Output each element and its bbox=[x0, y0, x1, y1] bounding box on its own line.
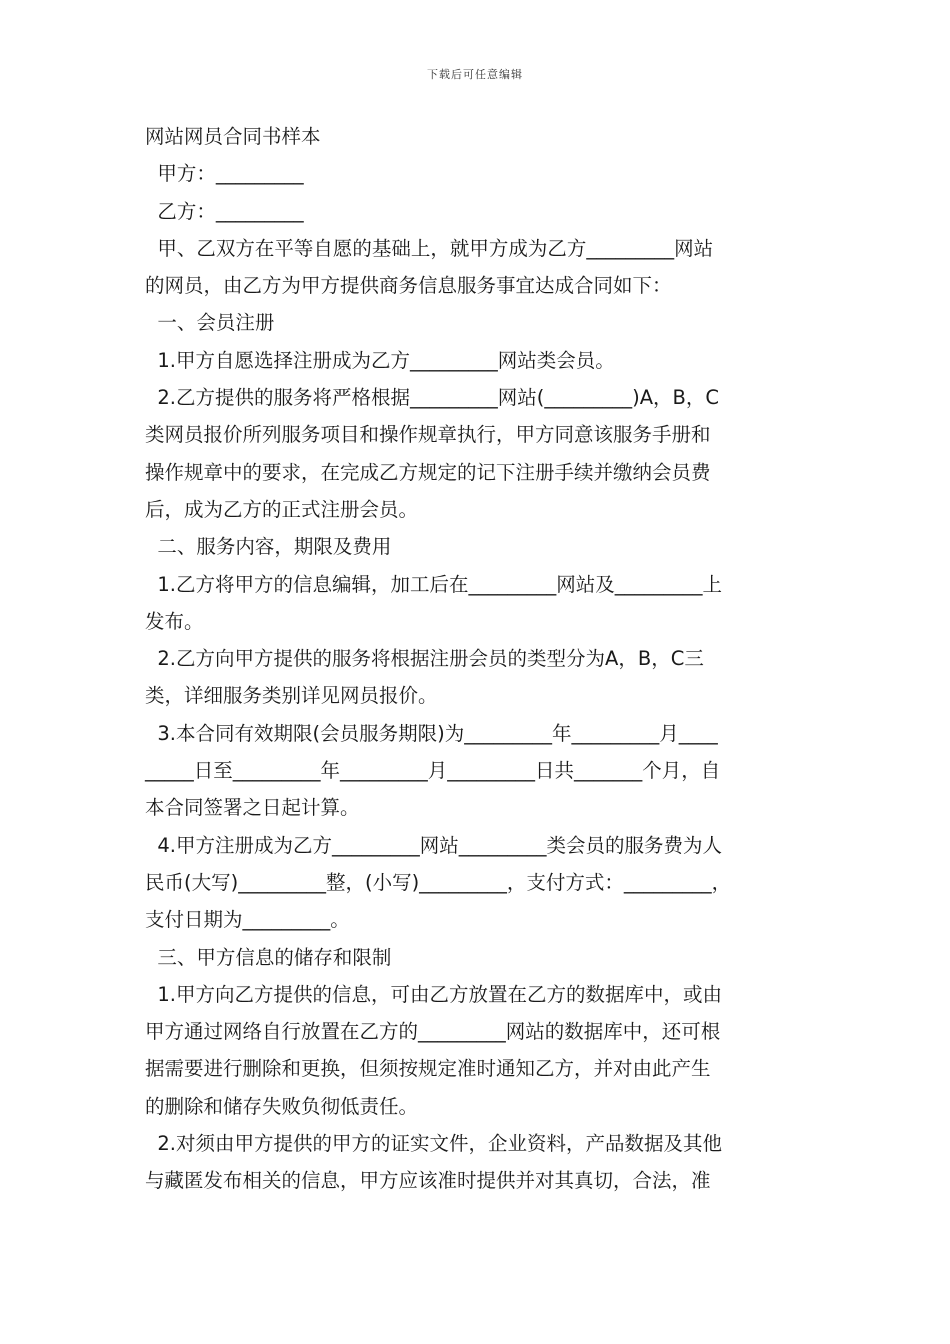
paragraph-line: 2.乙方向甲方提供的服务将根据注册会员的类型分为A，B，C三 bbox=[145, 647, 704, 671]
paragraph-line: 2.乙方提供的服务将严格根据_________网站(_________)A，B，C bbox=[145, 386, 720, 410]
document-title: 网站网员合同书样本 bbox=[145, 125, 321, 148]
page-header-note: 下载后可任意编辑 bbox=[427, 68, 523, 81]
paragraph-line: 1.甲方向乙方提供的信息，可由乙方放置在乙方的数据库中，或由 bbox=[145, 982, 723, 1006]
document-body bbox=[145, 118, 807, 1200]
paragraph-line: 与藏匿发布相关的信息，甲方应该准时提供并对其真切，合法，准 bbox=[145, 1169, 711, 1193]
paragraph-line: 操作规章中的要求，在完成乙方规定的记下注册手续并缴纳会员费 bbox=[145, 460, 711, 484]
paragraph-line: 类，详细服务类别详见网员报价。 bbox=[145, 684, 438, 708]
paragraph-line: 发布。 bbox=[145, 609, 204, 633]
paragraph-line: 后，成为乙方的正式注册会员。 bbox=[145, 497, 419, 521]
paragraph-line: 4.甲方注册成为乙方_________网站_________类会员的服务费为人 bbox=[145, 833, 723, 857]
paragraph-line: 类网员报价所列服务项目和操作规章执行，甲方同意该服务手册和 bbox=[145, 423, 711, 447]
section-heading: 一、会员注册 bbox=[145, 311, 275, 335]
paragraph-line: 1.甲方自愿选择注册成为乙方_________网站类会员。 bbox=[145, 348, 615, 372]
paragraph-line: _____日至_________年_________月_________日共_______个月，自 bbox=[145, 759, 721, 783]
paragraph-line: 本合同签署之日起计算。 bbox=[145, 796, 360, 820]
paragraph-line: 支付日期为_________。 bbox=[145, 908, 350, 932]
paragraph-line: 据需要进行删除和更换，但须按规定准时通知乙方，并对由此产生 bbox=[145, 1057, 711, 1081]
party-a-line: 甲方：_________ bbox=[145, 162, 304, 186]
section-heading: 三、甲方信息的储存和限制 bbox=[145, 945, 392, 969]
paragraph-line: 1.乙方将甲方的信息编辑，加工后在_________网站及_________上 bbox=[145, 572, 723, 596]
paragraph-line: 2.对须由甲方提供的甲方的证实文件，企业资料，产品数据及其他 bbox=[145, 1132, 723, 1156]
paragraph-line: 的删除和储存失败负彻低责任。 bbox=[145, 1094, 419, 1118]
paragraph-line: 民币(大写)_________整，(小写)_________，支付方式：_________， bbox=[145, 870, 732, 894]
paragraph-line: 的网员，由乙方为甲方提供商务信息服务事宜达成合同如下： bbox=[145, 274, 672, 298]
party-b-line: 乙方：_________ bbox=[145, 199, 304, 223]
paragraph-line: 甲、乙双方在平等自愿的基础上，就甲方成为乙方_________网站 bbox=[145, 236, 714, 260]
paragraph-line: 甲方通过网络自行放置在乙方的_________网站的数据库中，还可根 bbox=[145, 1020, 721, 1044]
section-heading: 二、服务内容，期限及费用 bbox=[145, 535, 392, 559]
paragraph-line: 3.本合同有效期限(会员服务期限)为_________年_________月____ bbox=[145, 721, 718, 745]
